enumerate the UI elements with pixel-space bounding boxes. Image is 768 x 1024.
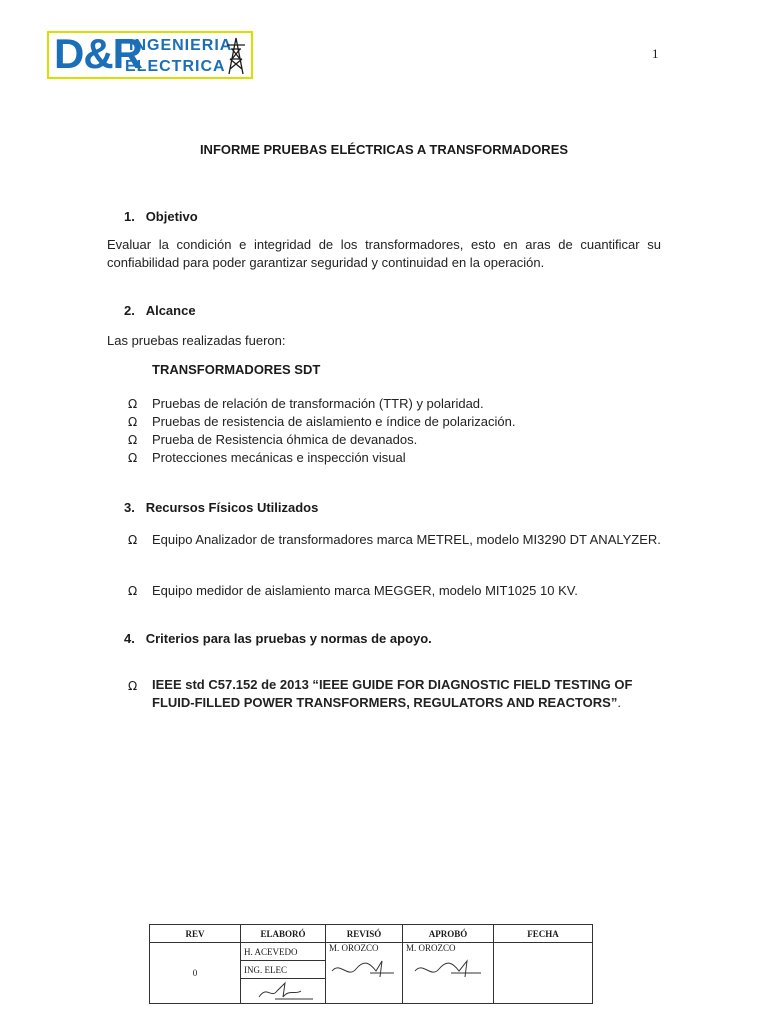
- omega-bullet-icon: Ω: [128, 533, 138, 547]
- elaboro-title: ING. ELEC: [241, 961, 326, 979]
- section-title: Criterios para las pruebas y normas de apoyo.: [145, 631, 432, 646]
- section-3-heading: [124, 500, 318, 515]
- objective-paragraph: Evaluar la condición e integridad de los transformadores, esto en aras de cuantificar su confiabilidad para poder garantizar seguridad y continuidad en la operación.: [107, 237, 661, 270]
- document-title: INFORME PRUEBAS ELÉCTRICAS A TRANSFORMADORES: [199, 142, 569, 157]
- scope-intro: Las pruebas realizadas fueron:: [107, 333, 286, 348]
- section-2-heading: [124, 303, 196, 318]
- list-item: Ω Prueba de Resistencia óhmica de devanados.: [128, 432, 418, 447]
- aprobo-cell: [403, 943, 494, 1004]
- list-item: Ω Pruebas de relación de transformación (TTR) y polaridad.: [128, 396, 484, 411]
- header-elaboro: ELABORÓ: [241, 925, 326, 943]
- section-number: 1.: [124, 209, 135, 224]
- resource-item: Equipo Analizador de transformadores marca METREL, modelo MI3290 DT ANALYZER.: [152, 532, 661, 547]
- scope-subheading: TRANSFORMADORES SDT: [152, 362, 321, 377]
- header-aprobo: APROBÓ: [403, 925, 494, 943]
- company-logo: [47, 31, 253, 79]
- signature-reviso-icon: [330, 957, 396, 983]
- reviso-cell: [326, 943, 403, 1004]
- elaboro-name: H. ACEVEDO: [241, 943, 326, 961]
- logo-line-1: INGENIERIA: [129, 37, 233, 54]
- standard-title: IEEE GUIDE FOR DIAGNOSTIC FIELD TESTING OF FLUID-FILLED POWER TRANSFORMERS, REGULATORS AND REACTORS”: [152, 677, 633, 710]
- signature-aprobo-icon: [413, 957, 483, 983]
- section-4-heading: [124, 631, 432, 646]
- fecha-value: [494, 943, 593, 1004]
- reviso-name: M. OROZCO: [329, 943, 379, 953]
- header-rev: REV: [150, 925, 241, 943]
- logo-line-2: ELECTRICA: [125, 58, 226, 75]
- resource-item: Equipo medidor de aislamiento marca MEGGER, modelo MIT1025 10 KV.: [152, 583, 578, 598]
- aprobo-name: M. OROZCO: [406, 943, 456, 953]
- section-1-heading: [124, 209, 198, 224]
- rev-value: 0: [150, 943, 241, 1004]
- table-header-row: [150, 925, 593, 943]
- section-number: 2.: [124, 303, 135, 318]
- standard-code: IEEE std C57.152 de 2013 “: [152, 677, 319, 692]
- omega-bullet-icon: Ω: [128, 397, 138, 411]
- header-fecha: FECHA: [494, 925, 593, 943]
- signature-elaboro-icon: [255, 979, 315, 1003]
- omega-bullet-icon: Ω: [128, 415, 138, 429]
- elaboro-signature-cell: [241, 979, 326, 1004]
- section-title: Objetivo: [145, 209, 198, 224]
- standard-reference: [152, 676, 664, 712]
- table-row: [150, 943, 593, 961]
- power-tower-icon: [225, 37, 247, 75]
- section-title: Recursos Físicos Utilizados: [145, 500, 319, 515]
- list-item: Ω Protecciones mecánicas e inspección visual: [128, 450, 406, 465]
- section-number: 4.: [124, 631, 135, 646]
- list-item: Ω Pruebas de resistencia de aislamiento e índice de polarización.: [128, 414, 516, 429]
- standard-suffix: .: [617, 695, 621, 710]
- section-number: 3.: [124, 500, 135, 515]
- header-reviso: REVISÓ: [326, 925, 403, 943]
- omega-bullet-icon: Ω: [128, 584, 138, 598]
- approval-table: [149, 924, 593, 1004]
- omega-bullet-icon: Ω: [128, 451, 138, 465]
- bullet-list-scope: [128, 395, 516, 467]
- omega-bullet-icon: Ω: [128, 679, 138, 693]
- omega-bullet-icon: Ω: [128, 433, 138, 447]
- logo-mark: D&R: [54, 30, 142, 77]
- page-number: 1: [652, 46, 659, 61]
- section-title: Alcance: [145, 303, 196, 318]
